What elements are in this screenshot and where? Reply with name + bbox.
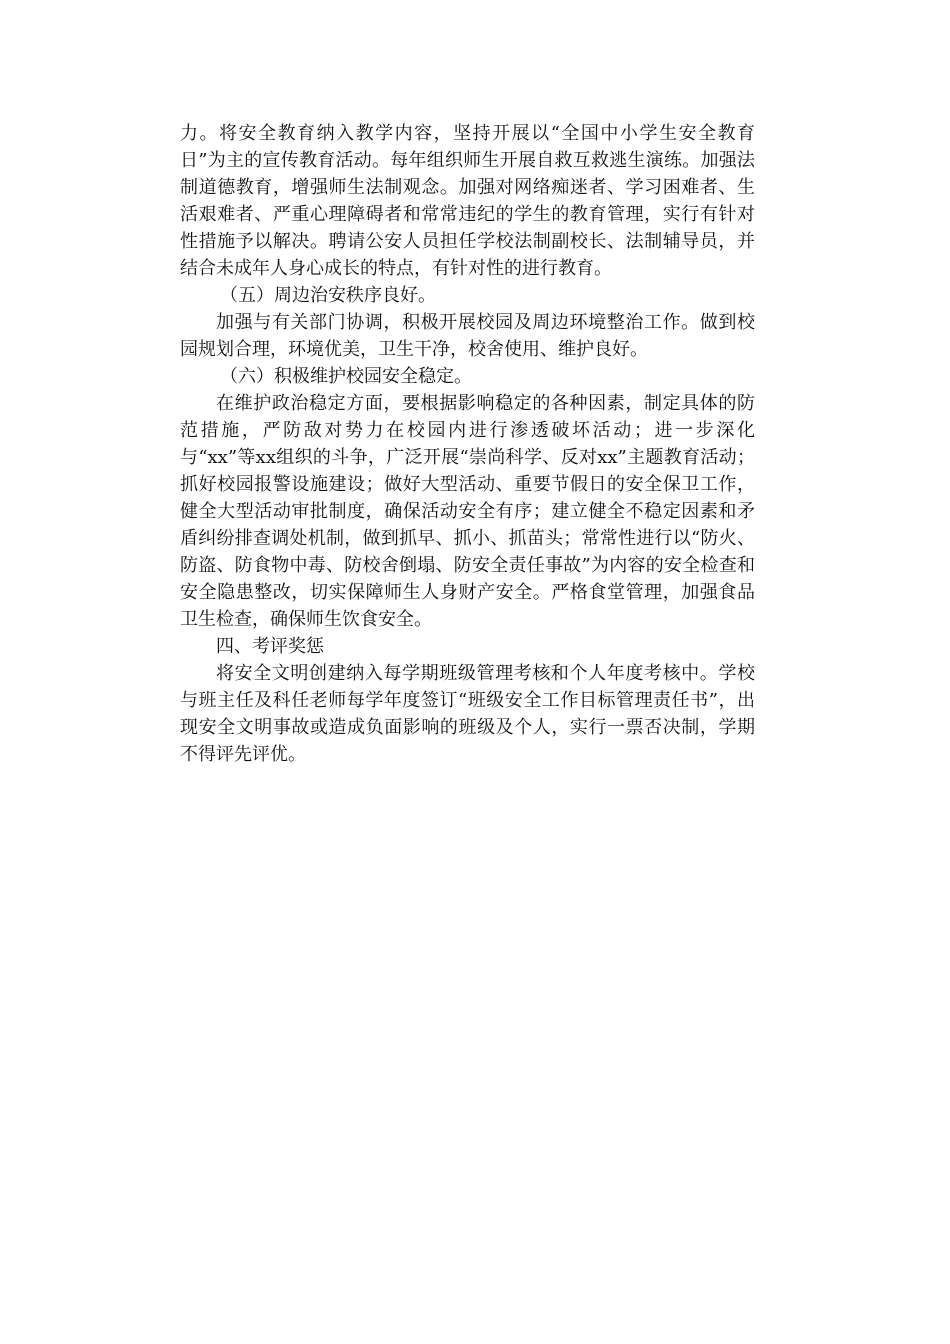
section-heading-four: 四、考评奖惩: [216, 636, 324, 657]
section-heading-five: （五）周边治安秩序良好。: [220, 285, 436, 306]
body-paragraph: 在维护政治稳定方面，要根据影响稳定的各种因素，制定具体的防范措施，严防敌对势力在校园内进行渗透破坏活动；进一步深化与“xx”等xx组织的斗争，广泛开展“崇尚科学、反对xx”主题教育活动；抓好校园报警设施建设；做好大型活动、重要节假日的安全保卫工作，健全大型活动审批制度，确保活动安全有序；建立健全不稳定因素和矛盾纠纷排查调处机制，做到抓早、抓小、抓苗头；常常性进行以“防火、防盗、防食物中毒、防校舍倒塌、防安全责任事故”为内容的安全检查和安全隐患整改，切实保障师生人身财产安全。严格食堂管理，加强食品卫生检查，确保师生饮食安全。: [180, 393, 755, 630]
document-body: [180, 120, 755, 768]
body-paragraph-continued: 力。将安全教育纳入教学内容，坚持开展以“全国中小学生安全教育日”为主的宣传教育活动。每年组织师生开展自救互救逃生演练。加强法制道德教育，增强师生法制观念。加强对网络痴迷者、学习困难者、生活艰难者、严重心理障碍者和常常违纪的学生的教育管理，实行有针对性措施予以解决。聘请公安人员担任学校法制副校长、法制辅导员，并结合未成年人身心成长的特点，有针对性的进行教育。: [180, 123, 755, 279]
body-paragraph: 将安全文明创建纳入每学期班级管理考核和个人年度考核中。学校与班主任及科任老师每学年度签订“班级安全工作目标管理责任书”，出现安全文明事故或造成负面影响的班级及个人，实行一票否决制，学期不得评先评优。: [180, 663, 755, 765]
section-heading-six: （六）积极维护校园安全稳定。: [220, 366, 472, 387]
body-paragraph: 加强与有关部门协调，积极开展校园及周边环境整治工作。做到校园规划合理，环境优美，卫生干净，校舍使用、维护良好。: [180, 312, 755, 360]
